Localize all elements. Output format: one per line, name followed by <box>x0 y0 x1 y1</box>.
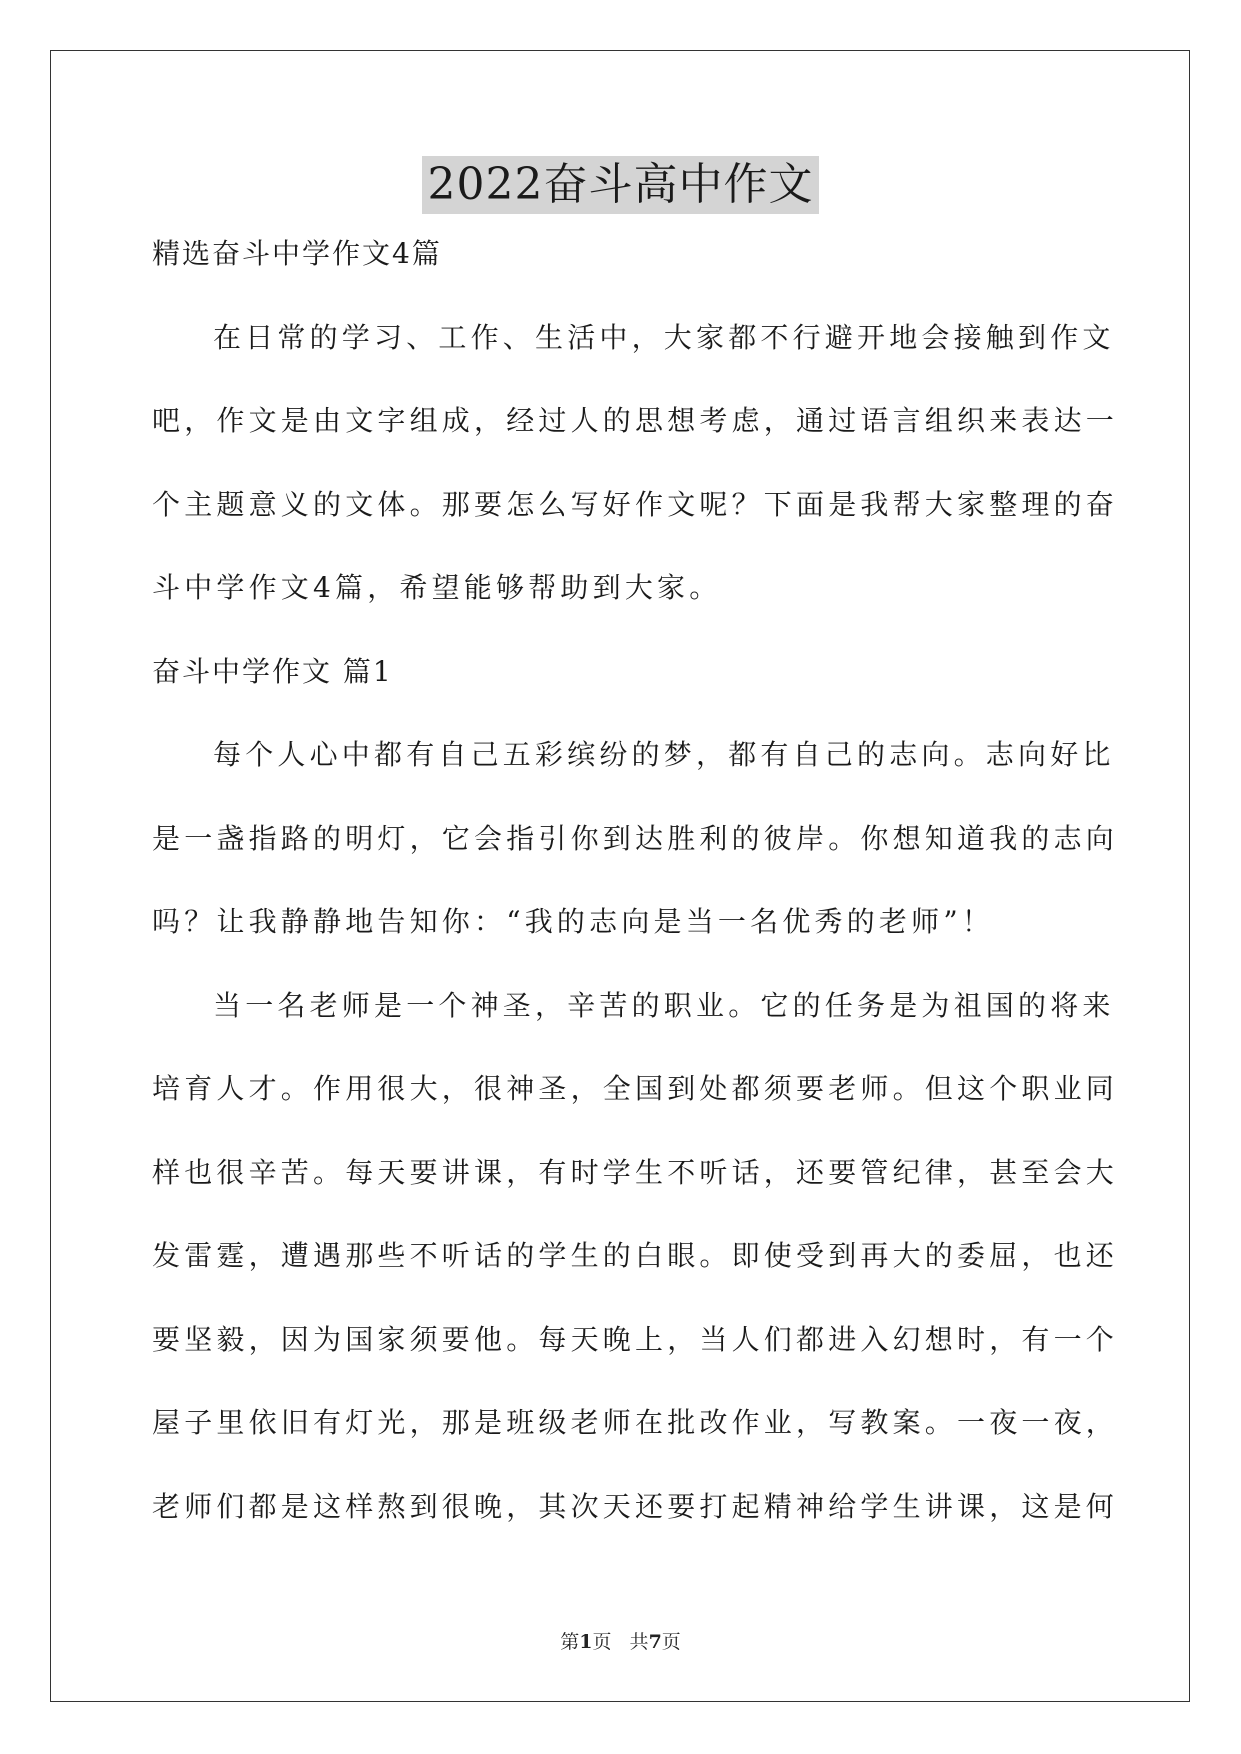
page-footer <box>0 1627 1241 1654</box>
paragraph-line: 斗中学作文4篇，希望能够帮助到大家。 <box>152 571 722 604</box>
paragraph-line: 吗？让我静静地告知你：“我的志向是当一名优秀的老师”！ <box>152 905 995 938</box>
title-area <box>0 156 1241 214</box>
paragraph-line: 每个人心中都有自己五彩缤纷的梦，都有自己的志向。志向好比 <box>213 738 1115 771</box>
footer-suffix: 页 <box>661 1631 681 1653</box>
paragraph-line: 在日常的学习、工作、生活中，大家都不行避开地会接触到作文 <box>213 320 1115 354</box>
current-page-number: 1 <box>579 1631 593 1653</box>
total-page-count: 7 <box>648 1631 662 1653</box>
section-heading: 精选奋斗中学作文4篇 <box>152 237 442 270</box>
paragraph-line: 发雷霆，遭遇那些不听话的学生的白眼。即使受到再大的委屈，也还 <box>152 1239 1119 1272</box>
paragraph-line: 吧，作文是由文字组成，经过人的思想考虑，通过语言组织来表达一 <box>152 404 1119 437</box>
footer-prefix: 第 <box>560 1631 580 1653</box>
document-title: 2022奋斗高中作文 <box>422 156 820 214</box>
document-body <box>152 234 1119 1570</box>
paragraph-line: 样也很辛苦。每天要讲课，有时学生不听话，还要管纪律，甚至会大 <box>152 1155 1119 1189</box>
paragraph-line: 当一名老师是一个神圣，辛苦的职业。它的任务是为祖国的将来 <box>213 988 1115 1022</box>
paragraph-line: 要坚毅，因为国家须要他。每天晚上，当人们都进入幻想时，有一个 <box>152 1322 1119 1356</box>
paragraph-line: 屋子里依旧有灯光，那是班级老师在批改作业，写教案。一夜一夜， <box>152 1406 1119 1439</box>
footer-middle: 页 共 <box>592 1631 649 1653</box>
paragraph-line: 个主题意义的文体。那要怎么写好作文呢？下面是我帮大家整理的奋 <box>152 487 1119 521</box>
section-heading: 奋斗中学作文 篇1 <box>152 654 393 688</box>
paragraph-line: 是一盏指路的明灯，它会指引你到达胜利的彼岸。你想知道我的志向 <box>152 821 1119 855</box>
paragraph-line: 培育人才。作用很大，很神圣，全国到处都须要老师。但这个职业同 <box>152 1072 1119 1105</box>
paragraph-line: 老师们都是这样熬到很晚，其次天还要打起精神给学生讲课，这是何 <box>152 1489 1119 1523</box>
